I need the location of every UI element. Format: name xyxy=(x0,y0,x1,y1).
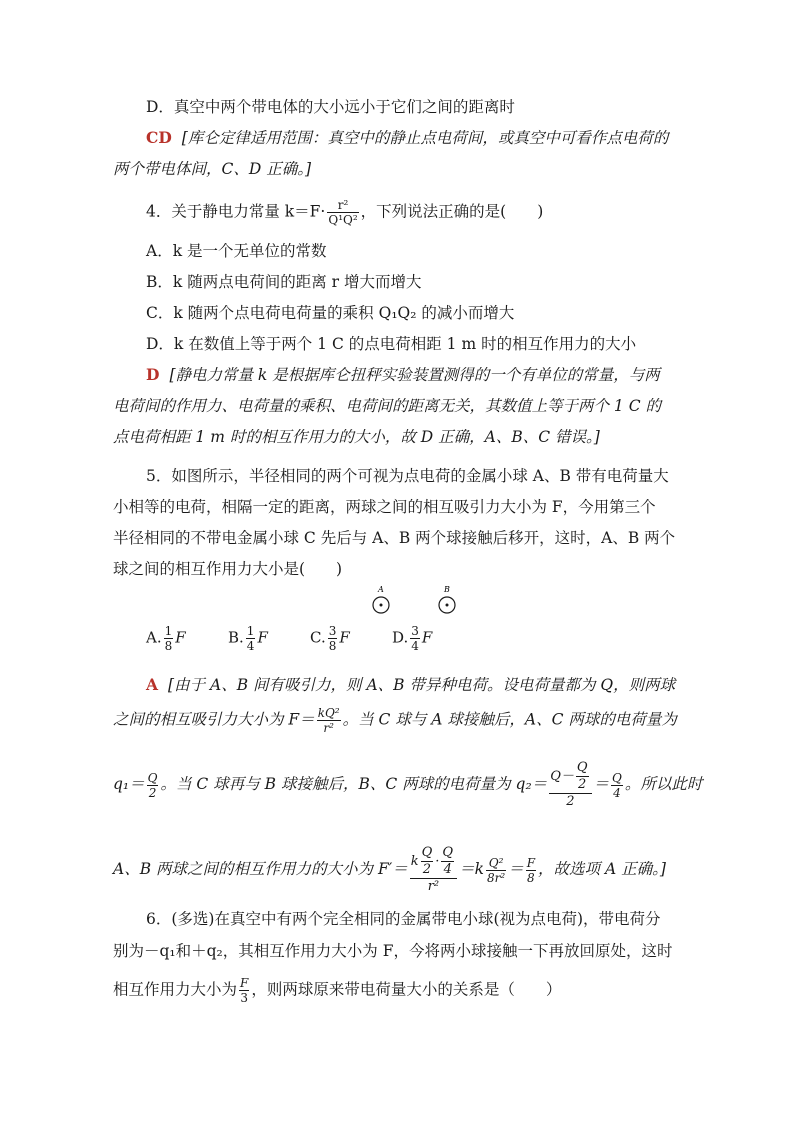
q5-option-c: C. $\frac{3}{8}$ F xyxy=(310,624,350,653)
q3-answer: CD xyxy=(146,128,172,147)
q6-stem-line2: 别为－q₁和＋q₂，其相互作用力大小为 F，今将两小球接触一下再放回原处，这时 xyxy=(113,942,673,960)
q5-explanation-line2: 之间的相互吸引力大小为 F＝ $\frac{\text{kQ²}}{\text{r²}}$ 。当 C 球与 A 球接触后，A、C 两球的电荷量为 xyxy=(113,706,677,735)
q5-explanation-line1: A [由于 A、B 间有吸引力，则 A、B 带异种电荷。设电荷量都为 Q，则两球 xyxy=(146,675,676,694)
q5-stem-line1: 5．如图所示，半径相同的两个可视为点电荷的金属小球 A、B 带有电荷量大 xyxy=(146,467,669,485)
q3-explanation-line1: CD [库仑定律适用范围：真空中的静止点电荷间，或真空中可看作点电荷的 xyxy=(146,128,669,147)
q2-nested-fraction: Q－ $\frac{Q}{2}$ 2 xyxy=(549,760,591,810)
q4-option-b: B．k 随两点电荷间的距离 r 增大而增大 xyxy=(146,273,422,291)
q3-explanation-line2: 两个带电体间，C、D 正确。] xyxy=(113,160,312,178)
q5-option-a: A. $\frac{1}{8}$ F xyxy=(146,624,186,653)
q4-answer: D xyxy=(146,365,160,384)
q5-option-b: B. $\frac{1}{4}$ F xyxy=(228,624,268,653)
ball-a-figure xyxy=(370,584,392,622)
q5-option-d: D. $\frac{3}{4}$ F xyxy=(392,624,433,653)
q4-fraction: $\frac{\text{r²}}{\text{Q¹Q²}}$ xyxy=(328,198,358,227)
q4-explanation-line1: D [静电力常量 k 是根据库仑扭秤实验装置测得的一个有单位的常量，与两 xyxy=(146,365,660,384)
q5-stem-line3: 半径相同的不带电金属小球 C 先后与 A、B 两个球接触后移开，这时，A、B 两个 xyxy=(113,529,676,547)
q5-stem-line4: 球之间的相互作用力大小是( ) xyxy=(113,560,343,578)
ball-b-figure xyxy=(436,584,458,622)
q6-stem-line3: 相互作用力大小为 $\frac{F}{3}$ ，则两球原来带电荷量大小的关系是（ ） xyxy=(113,976,562,1005)
q3-option-d: D．真空中两个带电体的大小远小于它们之间的距离时 xyxy=(146,98,515,116)
q4-option-d: D．k 在数值上等于两个 1 C 的点电荷相距 1 m 时的相互作用力的大小 xyxy=(146,335,637,353)
q5-stem-line2: 小相等的电荷，相隔一定的距离，两球之间的相互吸引力大小为 F，今用第三个 xyxy=(113,498,656,516)
q6-stem-line1: 6．(多选)在真空中有两个完全相同的金属带电小球(视为点电荷)，带电荷分 xyxy=(146,910,661,928)
ball-a-label: A xyxy=(378,585,384,594)
q4-option-c: C．k 随两个点电荷电荷量的乘积 Q₁Q₂ 的减小而增大 xyxy=(146,304,515,322)
q4-explanation-line2: 电荷间的作用力、电荷量的乘积、电荷间的距离无关，其数值上等于两个 1 C 的 xyxy=(113,397,662,415)
f-prime-fraction: k $\frac{Q}{2}$ · $\frac{Q}{4}$ r² xyxy=(410,845,457,895)
ball-b-label: B xyxy=(444,585,450,594)
q5-explanation-line3: q₁＝ $\frac{Q}{2}$ 。当 C 球再与 B 球接触后，B、C 两球的电荷量为 q₂＝ Q－ $\frac{Q}{2}$ 2 ＝ $\frac{Q}{4}$ 。所以此时 xyxy=(113,760,703,809)
q4-explanation-line3: 点电荷相距 1 m 时的相互作用力的大小，故 D 正确，A、B、C 错误。] xyxy=(113,428,600,446)
q4-stem: 4．关于静电力常量 k＝F· $\frac{\text{r²}}{\text{Q¹Q²}}$ ，下列说法正确的是( ) xyxy=(146,198,544,227)
q5-answer: A xyxy=(146,675,159,694)
q4-option-a: A．k 是一个无单位的常数 xyxy=(146,242,327,260)
q5-explanation-line4: A、B 两球之间的相互作用力的大小为 F′＝ k $\frac{Q}{2}$ · $\frac{Q}{4}$ r² ＝k $\frac{\text{Q²}}{\text{8r²}}$ ＝ $\frac{F}{8}$ ，故选项 A 正确。] xyxy=(113,845,666,894)
